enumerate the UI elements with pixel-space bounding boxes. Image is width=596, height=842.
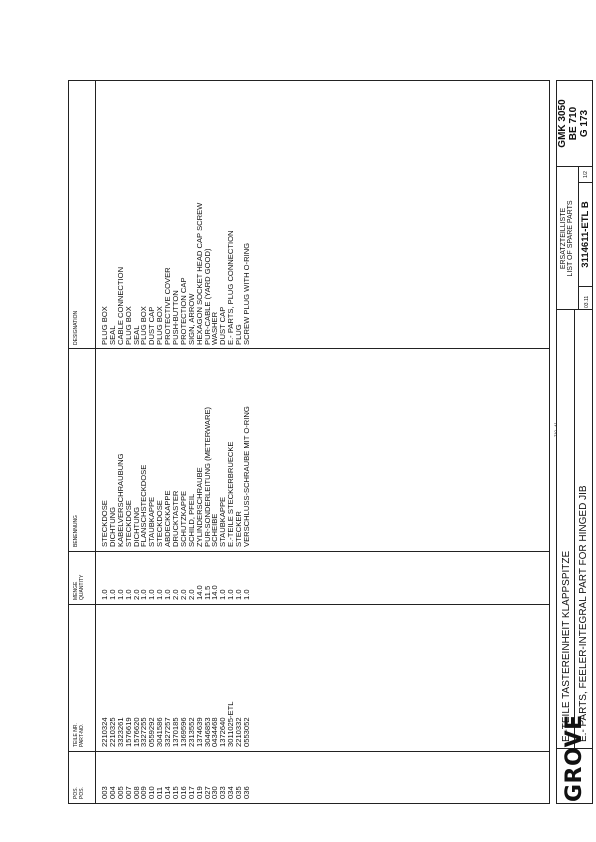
cell-en: PROTECTIVE COVER [163, 267, 173, 345]
cell-en: SCREW PLUG WITH O-RING [242, 242, 252, 345]
list-label-english: LIST OF SPARE PARTS [567, 200, 574, 277]
pos-column [101, 786, 251, 799]
cell-en: SEAL [107, 325, 117, 345]
cell-part: 1372640 [218, 717, 228, 747]
cell-pos: 010 [147, 786, 157, 799]
model-variant: BE 710 [568, 106, 579, 141]
part-no-column [101, 702, 251, 747]
cell-pos: 033 [218, 786, 228, 799]
cell-en: PUR-CABLE (YARD GOOD) [202, 248, 212, 345]
cell-qty: 1.0 [234, 589, 244, 600]
cell-part: 3327255 [139, 717, 149, 747]
cell-pos: 034 [226, 786, 236, 799]
cell-part: 3011025-ETL [226, 701, 236, 747]
cell-de: ABDECKKAPPE [163, 490, 173, 547]
cell-en: DUST CAP [218, 306, 228, 345]
cell-qty: 1.0 [147, 589, 157, 600]
cell-en: CABLE CONNECTION [115, 266, 125, 345]
cell-pos: 011 [155, 786, 165, 799]
cell-qty: 1.0 [107, 589, 117, 600]
cell-pos: 007 [123, 786, 133, 799]
cell-en: SEAL [131, 325, 141, 345]
cell-de: DICHTUNG [131, 506, 141, 547]
cell-en: DUST CAP [147, 306, 157, 345]
cell-pos: 030 [210, 786, 220, 799]
header-part-no: TEILE NR. PART-NO. [73, 723, 85, 747]
cell-part: 1370185 [171, 717, 181, 747]
cell-part: 1369596 [178, 717, 188, 747]
cell-en: PLUG BOX [155, 306, 165, 345]
cell-en: SIGN, ARROW [186, 293, 196, 345]
drawing-code: 710 - 41 [553, 422, 558, 437]
cell-de: STECKDOSE [123, 500, 133, 547]
cell-pos: 036 [242, 786, 252, 799]
cell-part: 2210324 [100, 717, 109, 747]
cell-de: STAUBKAPPE [218, 496, 228, 547]
cell-qty: 1.0 [242, 589, 252, 600]
header-divider [95, 80, 96, 804]
quantity-column [101, 585, 251, 600]
cell-qty: 1.0 [100, 589, 109, 600]
cell-pos: 015 [171, 786, 181, 799]
cell-pos: 016 [178, 786, 188, 799]
cell-qty: 1.0 [123, 589, 133, 600]
cell-part: 2313552 [186, 717, 196, 747]
title-english: E.- PARTS, FEELER-INTEGRAL PART FOR HINGED JIB [578, 485, 589, 742]
cell-qty: 14.0 [210, 585, 220, 600]
cell-de: STECKDOSE [100, 500, 109, 547]
cell-part: 2210325 [107, 717, 117, 747]
cell-de: SCHEIBE [210, 513, 220, 547]
cell-part: 2210332 [234, 717, 244, 747]
header-benennung: BENENNUNG [73, 515, 79, 547]
cell-de: ZYLINDERSCHRAUBE [194, 467, 204, 547]
cell-part: 3046853 [202, 717, 212, 747]
header-quantity: MENGE QUANTITY [73, 574, 85, 600]
cell-qty: 1.0 [115, 589, 125, 600]
model-number: GMK 3050 [557, 99, 568, 148]
header-designation: DESIGNATION [73, 310, 79, 345]
cell-qty: 1.0 [155, 589, 165, 600]
cell-en: PLUG BOX [139, 306, 149, 345]
cell-de: SCHUTZKAPPE [178, 490, 188, 547]
issue-date: 03.11 [584, 295, 590, 308]
cell-en: PROTECTION CAP [178, 277, 188, 345]
cell-qty: 2.0 [178, 589, 188, 600]
cell-pos: 003 [100, 786, 109, 799]
cell-pos: 014 [163, 786, 173, 799]
catalog-code: G 173 [579, 109, 590, 138]
benennung-column [101, 406, 251, 547]
cell-qty: 14.0 [194, 585, 204, 600]
cell-qty: 2.0 [186, 589, 196, 600]
cell-pos: 027 [202, 786, 212, 799]
cell-qty: 1.0 [218, 589, 228, 600]
cell-pos: 004 [107, 786, 117, 799]
cell-pos: 017 [186, 786, 196, 799]
cell-de: STECKER [234, 511, 244, 547]
cell-qty: 1.0 [226, 589, 236, 600]
cell-qty: 1.0 [163, 589, 173, 600]
cell-en: PLUG [234, 324, 244, 345]
designation-column [101, 203, 251, 345]
cell-part: 1576619 [123, 717, 133, 747]
cell-part: 1576620 [131, 717, 141, 747]
cell-de: E.-TEILE STECKERBRUECKE [226, 441, 236, 547]
cell-part: 1374639 [194, 717, 204, 747]
cell-qty: 2.0 [131, 589, 141, 600]
cell-en: WASHER [210, 311, 220, 345]
cell-de: SCHILD, PFEIL [186, 493, 196, 547]
title-block-divider [578, 167, 579, 310]
header-pos: POS. POS. [73, 787, 85, 799]
document-number: 3114611-ETL B [580, 201, 591, 268]
cell-part: 3041586 [155, 717, 165, 747]
cell-de: KABELVERSCHRAUBUNG [115, 453, 125, 547]
cell-pos: 008 [131, 786, 141, 799]
cell-pos: 019 [194, 786, 204, 799]
cell-en: PLUG BOX [123, 306, 133, 345]
title-block-divider [574, 310, 575, 749]
cell-de: FLANSCHSTECKDOSE [139, 464, 149, 547]
cell-pos: 035 [234, 786, 244, 799]
cell-de: PUR-SONDERLEITUNG (METERWARE) [202, 406, 212, 547]
cell-en: HEXAGON SOCKET HEAD CAP SCREW [194, 202, 204, 345]
cell-part: 0434468 [210, 717, 220, 747]
cell-en: E.- PARTS, PLUG CONNECTION [226, 230, 236, 345]
grove-logo: GROVE [562, 714, 587, 802]
cell-pos: 009 [139, 786, 149, 799]
cell-de: DRUCKTASTER [171, 490, 181, 547]
parts-rows [101, 0, 271, 842]
cell-qty: 1.0 [139, 589, 149, 600]
cell-part: 0559292 [147, 717, 157, 747]
cell-de: STAUBKAPPE [147, 496, 157, 547]
page-number: 1/2 [583, 171, 589, 178]
cell-qty: 11.5 [202, 585, 212, 600]
title-german: E.-TEILE TASTEREINHEIT KLAPPSPITZE [561, 550, 572, 742]
cell-de: STECKDOSE [155, 500, 165, 547]
cell-part: 3323261 [115, 717, 125, 747]
cell-de: DICHTUNG [107, 506, 117, 547]
cell-part: 0553052 [242, 717, 252, 747]
cell-en: PLUG BOX [100, 306, 109, 345]
cell-de: VERSCHLUSS-SCHRAUBE MIT O-RING [242, 406, 252, 547]
title-block-divider [578, 286, 593, 287]
list-label-german: ERSATZTEILLISTE [560, 207, 567, 270]
cell-en: PUSH-BUTTON [171, 290, 181, 345]
cell-qty: 2.0 [171, 589, 181, 600]
cell-part: 3327257 [163, 717, 173, 747]
cell-pos: 005 [115, 786, 125, 799]
